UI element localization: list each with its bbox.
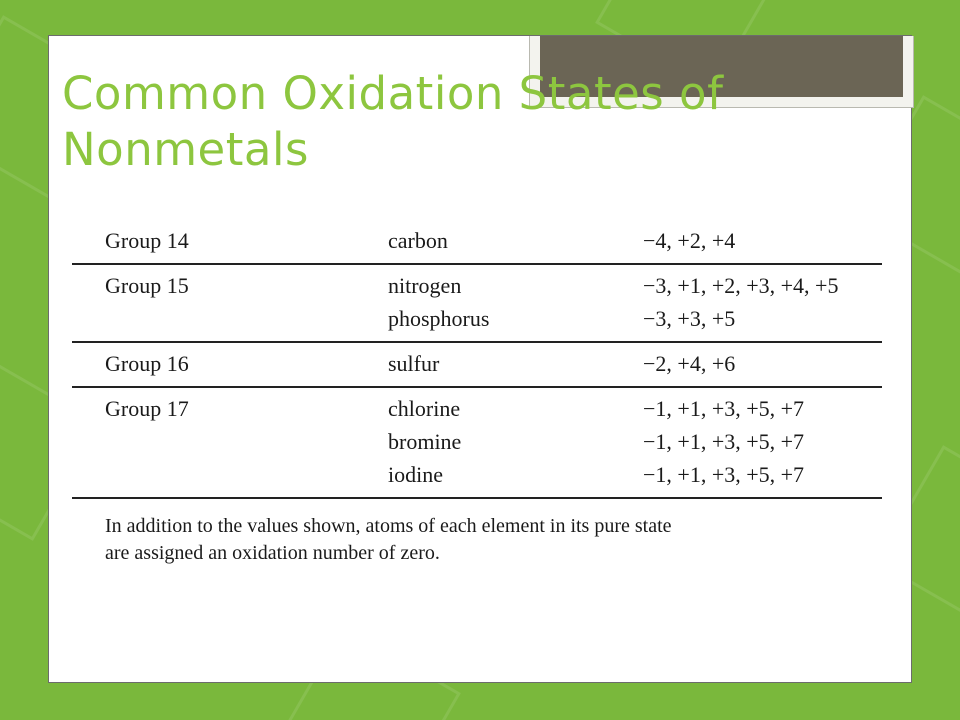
element-cell: phosphorus [388, 305, 490, 331]
states-cell: −3, +3, +5 [643, 305, 736, 331]
slide-title [62, 66, 882, 178]
group-cell: Group 15 [105, 272, 189, 298]
states-cell: −3, +1, +2, +3, +4, +5 [643, 272, 839, 298]
element-cell: nitrogen [388, 272, 462, 298]
table-group-15 [72, 265, 882, 343]
table-group-14 [72, 220, 882, 265]
states-cell: −4, +2, +4 [643, 227, 736, 253]
element-cell: chlorine [388, 395, 461, 421]
element-cell: sulfur [388, 350, 440, 376]
states-cell: −1, +1, +3, +5, +7 [643, 428, 805, 454]
table-row [72, 458, 882, 491]
states-cell: −1, +1, +3, +5, +7 [643, 461, 805, 487]
footnote-line-2: are assigned an oxidation number of zero. [105, 542, 440, 564]
states-cell: −2, +4, +6 [643, 350, 736, 376]
table-row [72, 392, 882, 425]
table-row [72, 224, 882, 257]
element-cell: bromine [388, 428, 462, 454]
element-cell: carbon [388, 227, 448, 253]
group-cell: Group 14 [105, 227, 189, 253]
oxidation-states-table [72, 220, 882, 567]
table-row [72, 425, 882, 458]
group-cell: Group 17 [105, 395, 189, 421]
title-line-1: Common Oxidation States of [62, 67, 724, 120]
table-row [72, 347, 882, 380]
table-row [72, 269, 882, 302]
title-line-2: Nonmetals [62, 123, 309, 176]
element-cell: iodine [388, 461, 443, 487]
footnote-line-1: In addition to the values shown, atoms of each element in its pure state [105, 515, 672, 537]
table-group-17 [72, 388, 882, 499]
states-cell: −1, +1, +3, +5, +7 [643, 395, 805, 421]
table-group-16 [72, 343, 882, 388]
table-row [72, 302, 882, 335]
group-cell: Group 16 [105, 350, 189, 376]
table-footnote [72, 513, 882, 567]
